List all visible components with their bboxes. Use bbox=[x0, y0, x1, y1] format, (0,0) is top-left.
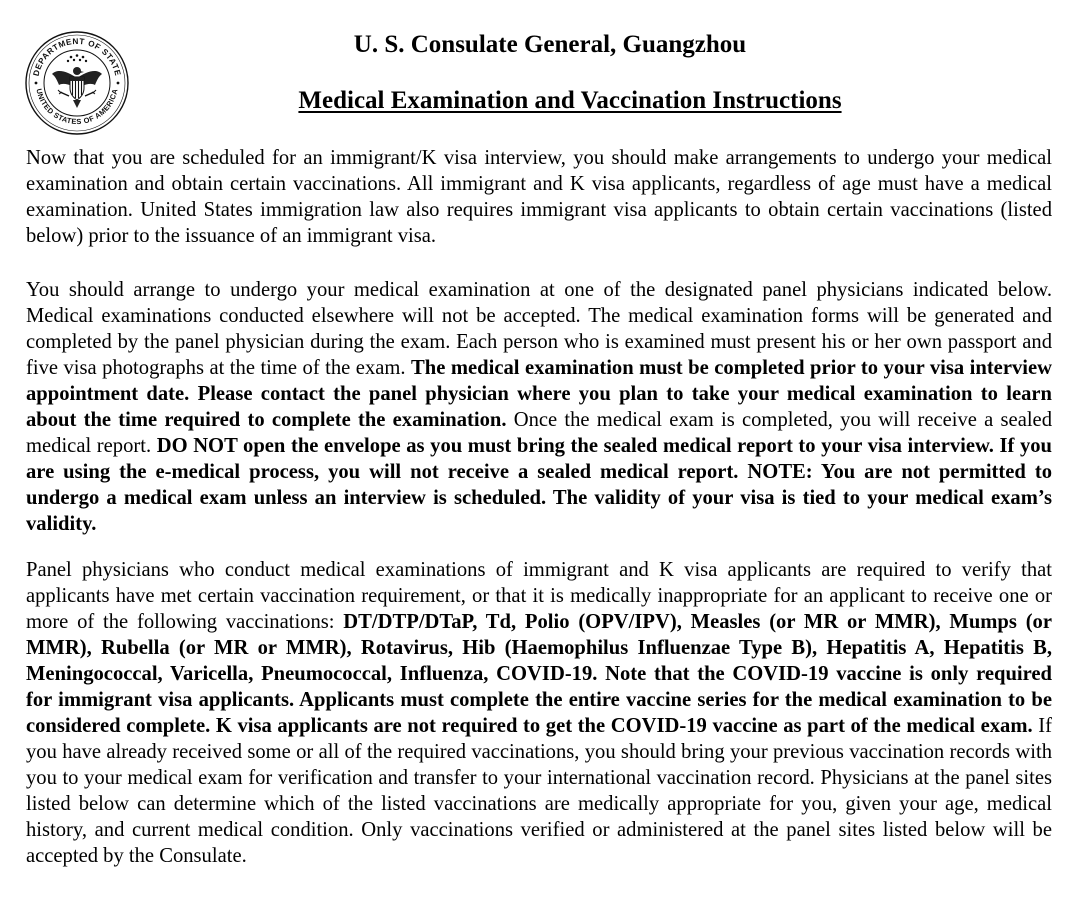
paragraph-bold-text: The medical examination must be completed prior to your visa interview appointment date. Please contact the panel physician where you plan to take your medical examination to learn about the time required to complete the examination. bbox=[26, 357, 1052, 431]
paragraph-text: Panel physicians who conduct medical examinations of immigrant and K visa applicants are required to verify that applicants have met certain vaccination requirement, or that it is medically inappropriate for an applicant to receive one or more of the following vaccinations: bbox=[26, 559, 1052, 633]
svg-text:DEPARTMENT OF STATE: DEPARTMENT OF STATE bbox=[31, 36, 123, 77]
paragraph-bold-text: DT/DTP/DTaP, Td, Polio (OPV/IPV), Measles (or MR or MMR), Mumps (or MMR), Rubella (or MR or MMR), Rotavirus, Hib (Haemophilus Influenzae Type B), Hepatitis A, Hepatitis B, Meningococcal, Varicella, Pneumococcal, Influenza, COVID-19. Note that the COVID-19 vaccine is only required for immigrant visa applicants. Applicants must complete the entire vaccine series for the medical examination to be considered complete. K visa applicants are not required to get the COVID-19 vaccine as part of the medical exam. bbox=[26, 611, 1052, 737]
paragraph-bold-text: DO NOT open the envelope as you must bring the sealed medical report to your visa interview. If you are using the e-medical process, you will not receive a sealed medical report. NOTE: You are not permitted to undergo a medical exam unless an interview is scheduled. The validity of your visa is tied to your medical exam’s validity. bbox=[26, 435, 1052, 535]
paragraph-text: If you have already received some or all of the required vaccinations, you should bring your previous vaccination records with you to your medical exam for verification and transfer to your international vaccination record. Physicians at the panel sites listed below can determine which of the listed vaccinations are medically appropriate for you, given your age, medical history, and current medical condition. Only vaccinations verified or administered at the panel sites listed below will be accepted by the Consulate. bbox=[26, 715, 1052, 867]
seal-icon bbox=[24, 30, 130, 136]
page-title: U. S. Consulate General, Guangzhou bbox=[353, 31, 747, 58]
paragraph-text: Once the medical exam is completed, you will receive a sealed medical report. bbox=[26, 409, 1052, 457]
paragraph-intro: Now that you are scheduled for an immigrant/K visa interview, you should make arrangements to undergo your medical examination and obtain certain vaccinations. All immigrant and K visa applicants, regardless of age must have a medical examination. United States immigration law also requires immigrant visa applicants to obtain certain vaccinations (listed below) prior to the issuance of an immigrant visa. bbox=[26, 147, 1052, 247]
paragraph-text: You should arrange to undergo your medical examination at one of the designated panel physicians indicated below. Medical examinations conducted elsewhere will not be accepted. The medical examination forms will be generated and completed by the panel physician during the exam. Each person who is examined must present his or her own passport and five visa photographs at the time of the exam. bbox=[26, 279, 1052, 379]
paragraph-vaccinations bbox=[26, 557, 1052, 869]
paragraph-exam-arrangement bbox=[26, 277, 1052, 537]
svg-text:UNITED STATES OF AMERICA: UNITED STATES OF AMERICA bbox=[34, 87, 120, 127]
page-subtitle: Medical Examination and Vaccination Instructions bbox=[298, 87, 842, 114]
department-of-state-seal bbox=[24, 30, 130, 136]
